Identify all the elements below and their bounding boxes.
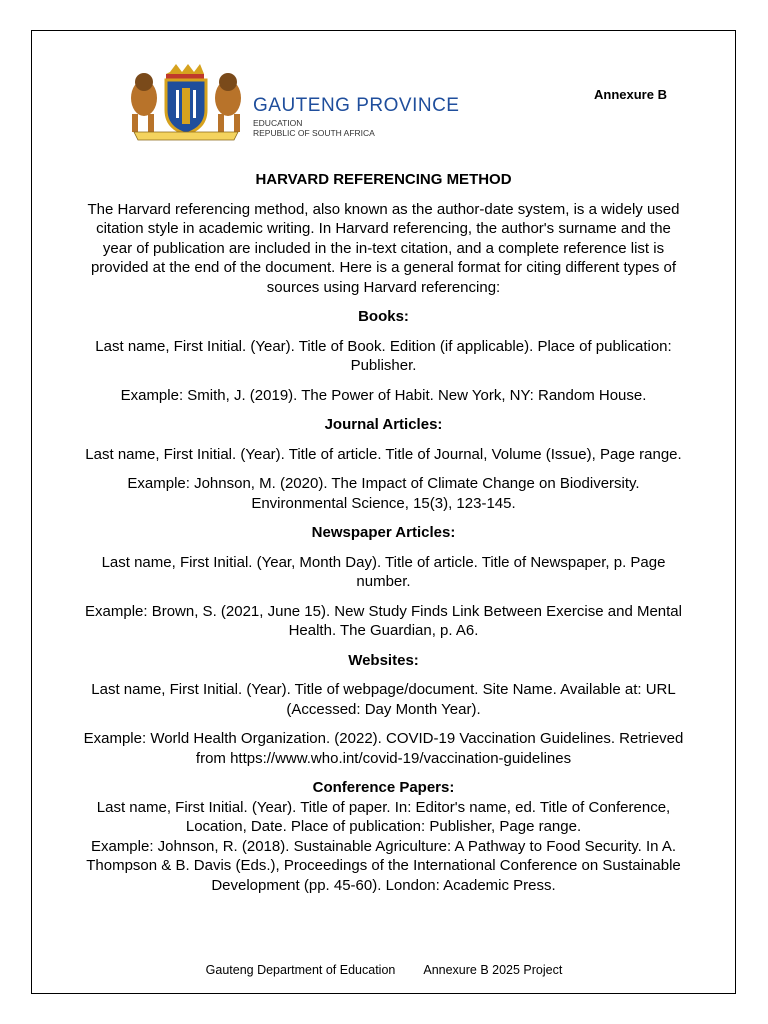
conference-heading: Conference Papers:	[312, 779, 455, 796]
crown-icon	[166, 64, 204, 79]
newspaper-example: Example: Brown, S. (2021, June 15). New Study Finds Link Between Exercise and Mental Health. The Guardian, p. A6.	[85, 602, 682, 639]
document-title: HARVARD REFERENCING METHOD	[255, 171, 512, 188]
footer-right: Annexure B 2025 Project	[423, 963, 563, 977]
logo-subtitle-country: REPUBLIC OF SOUTH AFRICA	[253, 128, 375, 138]
right-lion-icon	[215, 73, 241, 132]
logo-title: GAUTENG PROVINCE	[253, 95, 460, 116]
annexure-label: Annexure B	[594, 87, 667, 102]
books-format: Last name, First Initial. (Year). Title of Book. Edition (if applicable). Place of publication: Publisher.	[95, 337, 672, 374]
newspaper-format: Last name, First Initial. (Year, Month Day). Title of article. Title of Newspaper, p. Page number.	[101, 553, 666, 590]
websites-heading: Websites:	[348, 651, 419, 669]
websites-example: Example: World Health Organization. (2022). COVID-19 Vaccination Guidelines. Retrieved from https://www.who.int/covid-19/vaccination-guidelines	[83, 730, 684, 767]
intro-paragraph: The Harvard referencing method, also known as the author-date system, is a widely used citation style in academic writing. In Harvard referencing, the author's surname and the year of publication are included in the in-text citation, and a complete reference list is provided at the end of the document. Here is a general format for citing different types of sources using Harvard referencing:	[87, 200, 680, 296]
footer-left: Gauteng Department of Education	[205, 963, 396, 977]
websites-format: Last name, First Initial. (Year). Title of webpage/document. Site Name. Available at: URL (Accessed: Day Month Year).	[91, 681, 676, 718]
books-heading: Books:	[358, 308, 409, 325]
logo-subtitle-education: EDUCATION	[253, 118, 303, 128]
document-body	[80, 170, 687, 895]
journal-heading: Journal Articles:	[324, 416, 443, 433]
left-lion-icon	[131, 73, 157, 132]
books-example: Example: Smith, J. (2019). The Power of Habit. New York, NY: Random House.	[120, 386, 647, 404]
conference-example: Example: Johnson, R. (2018). Sustainable Agriculture: A Pathway to Food Security. In A. Thompson & B. Davis (Eds.), Proceedings of the International Conference on Sustainable Development (pp. 45-60). London: Academic Press.	[86, 837, 681, 894]
journal-example: Example: Johnson, M. (2020). The Impact of Climate Change on Biodiversity. Environmental Science, 15(3), 123-145.	[127, 475, 640, 512]
motto-banner-icon	[134, 132, 238, 140]
shield-icon	[166, 80, 206, 134]
newspaper-heading: Newspaper Articles:	[311, 524, 456, 541]
logo-text-block	[253, 96, 459, 138]
journal-format: Last name, First Initial. (Year). Title of article. Title of Journal, Volume (Issue), Page range.	[85, 445, 682, 463]
conference-format: Last name, First Initial. (Year). Title of paper. In: Editor's name, ed. Title of Conference, Location, Date. Place of publication: Publisher, Page range.	[96, 798, 671, 835]
page-footer	[0, 963, 768, 977]
